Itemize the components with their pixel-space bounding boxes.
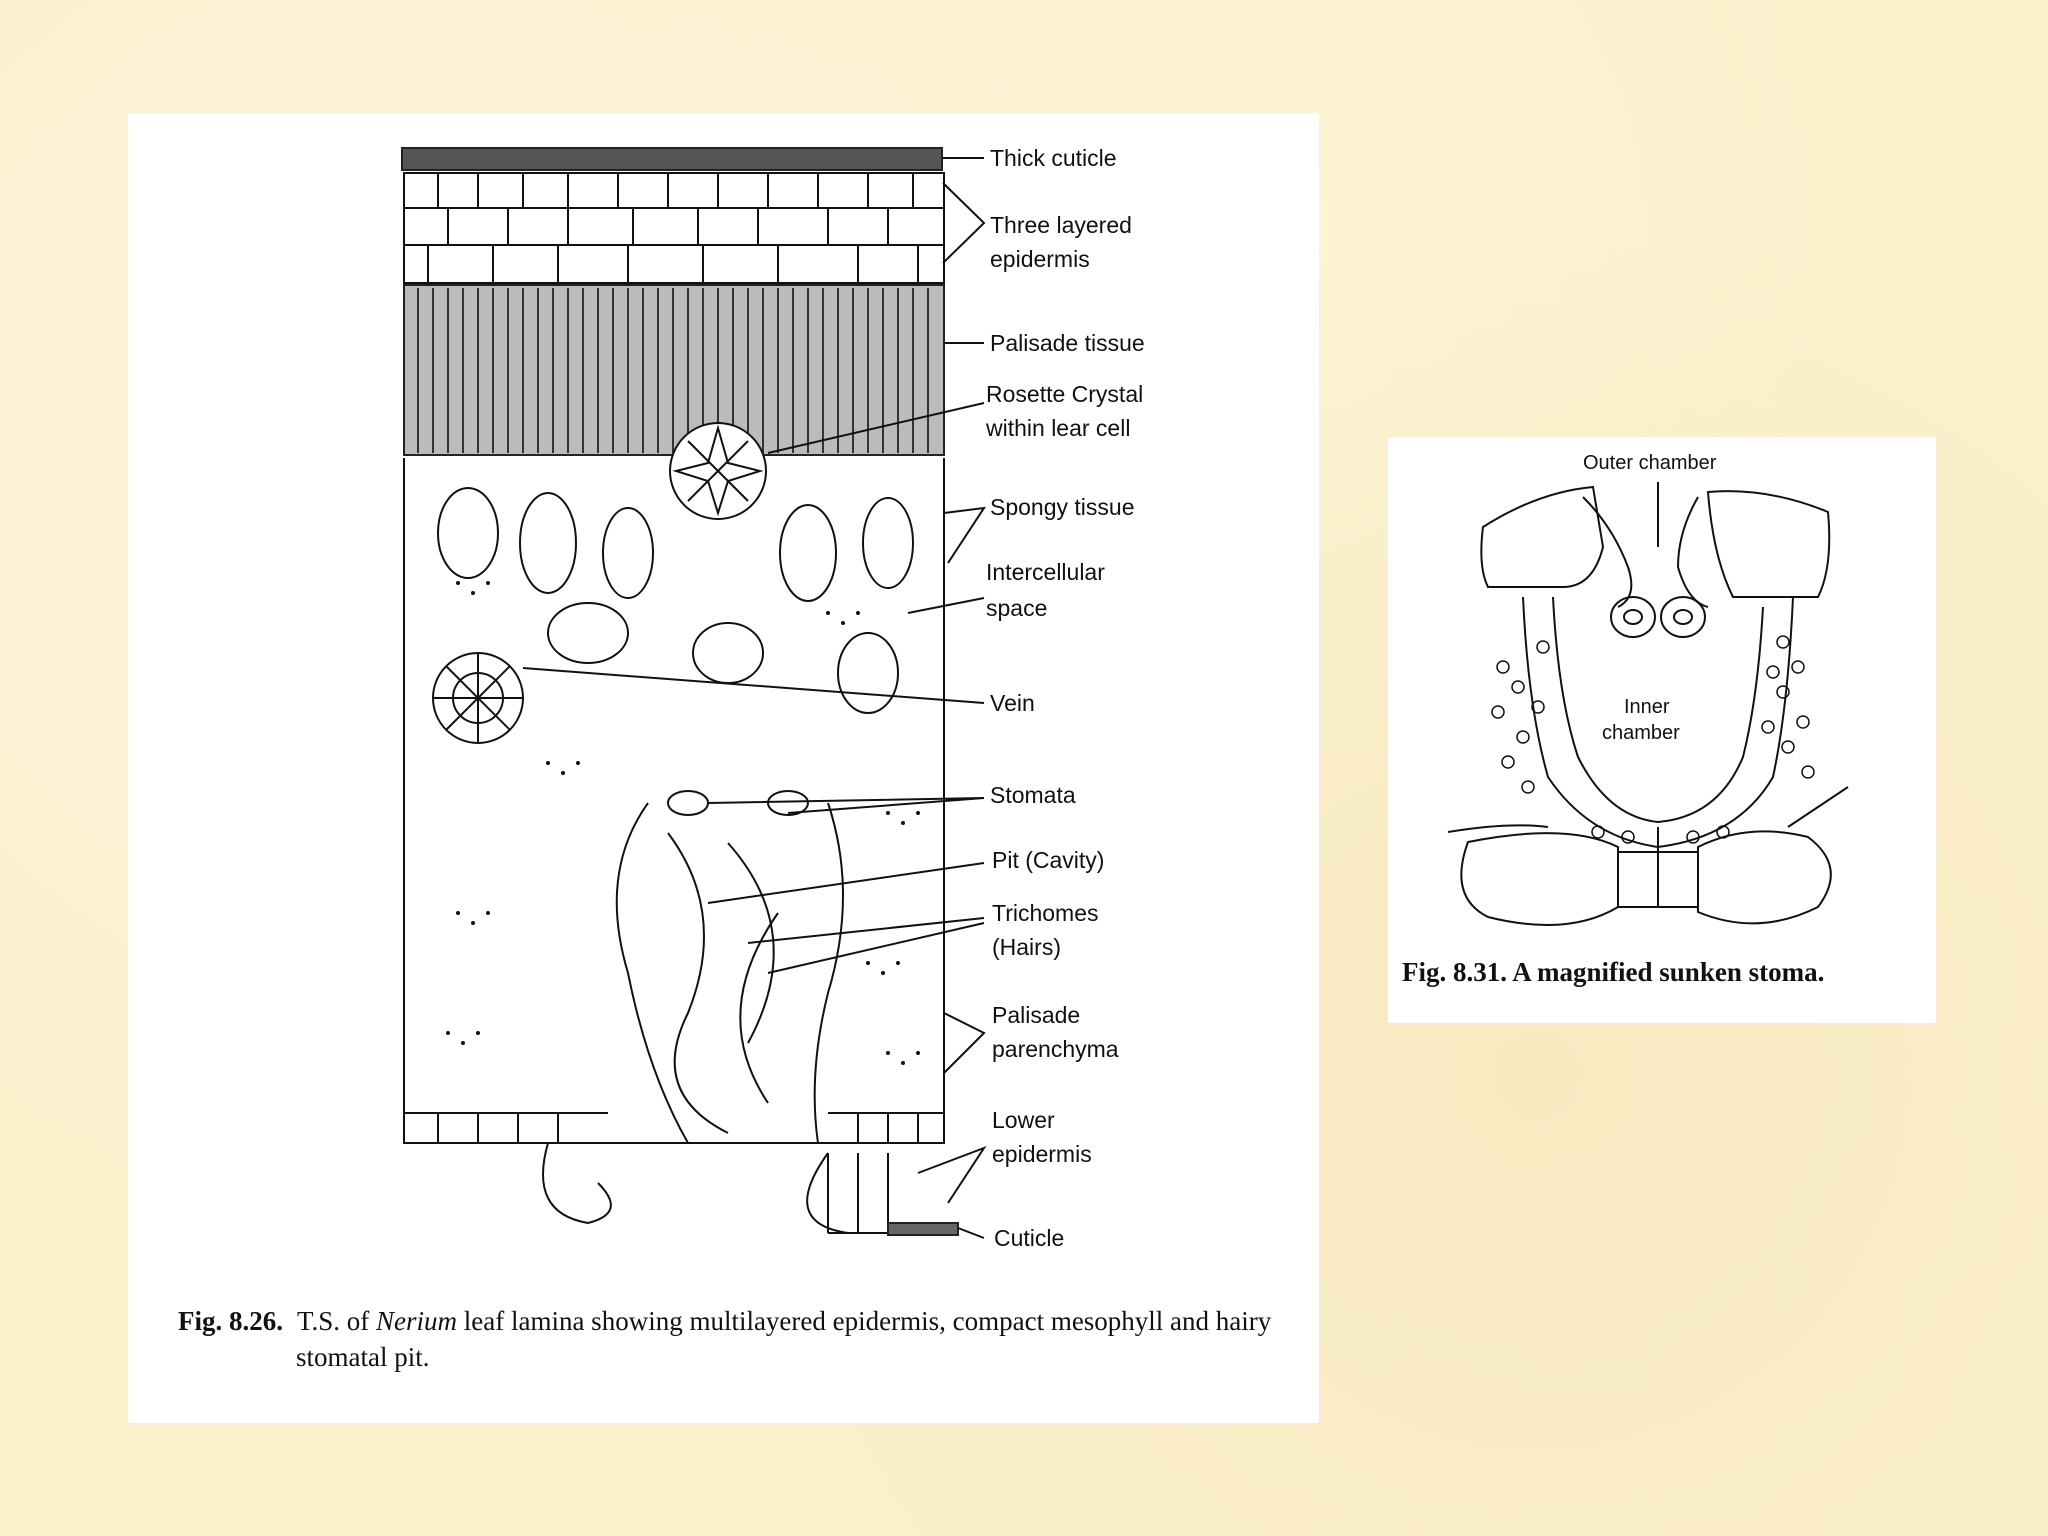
sunken-stoma-diagram <box>1388 437 1936 1023</box>
label-palisade-tissue: Palisade tissue <box>990 330 1145 356</box>
label-lower-epidermis: Lower <box>992 1107 1055 1133</box>
caption-text-after: leaf lamina showing multilayered epidermis, compact mesophyll and hairy <box>463 1306 1272 1336</box>
rosette-crystal <box>670 423 766 519</box>
label-inner: Inner <box>1624 696 1670 718</box>
spongy-tissue-region <box>404 458 958 1235</box>
epidermis-cells <box>404 173 944 283</box>
figure-nerium-leaf-section <box>128 113 1319 1423</box>
thick-cuticle-layer <box>402 148 942 170</box>
palisade-tissue-region <box>404 285 944 455</box>
label-pit: Pit (Cavity) <box>992 847 1105 873</box>
label-outer-chamber: Outer chamber <box>1583 452 1717 474</box>
label-three-layered-epidermis: epidermis <box>990 246 1090 272</box>
caption-italic: Nerium <box>376 1306 457 1336</box>
label-thick-cuticle: Thick cuticle <box>990 145 1117 171</box>
caption-right-text: A magnified sunken stoma. <box>1512 957 1825 987</box>
label-lower-epidermis-2: epidermis <box>992 1141 1092 1167</box>
label-stomata: Stomata <box>990 782 1076 808</box>
label-trichomes-hairs: (Hairs) <box>992 934 1061 960</box>
label-cuticle: Cuticle <box>994 1225 1065 1251</box>
leaf-labels <box>985 145 1145 1251</box>
label-intercellular-space: space <box>986 595 1048 621</box>
label-rosette-within: within lear cell <box>986 415 1131 441</box>
label-rosette-crystal: Rosette Crystal <box>986 381 1144 407</box>
caption-fig-8-31 <box>1402 957 1932 988</box>
label-trichomes: Trichomes <box>992 900 1099 926</box>
caption-number: Fig. 8.26. <box>178 1306 283 1336</box>
stomatal-pit <box>617 803 843 1143</box>
label-inner-chamber: chamber <box>1602 722 1680 744</box>
label-three-layered: Three layered <box>990 212 1132 238</box>
label-vein: Vein <box>990 690 1035 716</box>
nerium-leaf-diagram <box>128 113 1319 1423</box>
caption-text-before: T.S. of <box>297 1306 370 1336</box>
figure-sunken-stoma <box>1388 437 1936 1023</box>
caption-right-number: Fig. 8.31. <box>1402 957 1507 987</box>
epidermal-cells <box>1481 487 1603 587</box>
caption-line-2: stomatal pit. <box>296 1342 430 1372</box>
label-spongy-tissue: Spongy tissue <box>990 494 1135 520</box>
label-palisade-parenchyma: Palisade <box>992 1002 1081 1028</box>
label-intercellular: Intercellular <box>986 559 1105 585</box>
label-palisade-parenchyma-2: parenchyma <box>992 1036 1119 1062</box>
caption-fig-8-26 <box>178 1303 1278 1375</box>
